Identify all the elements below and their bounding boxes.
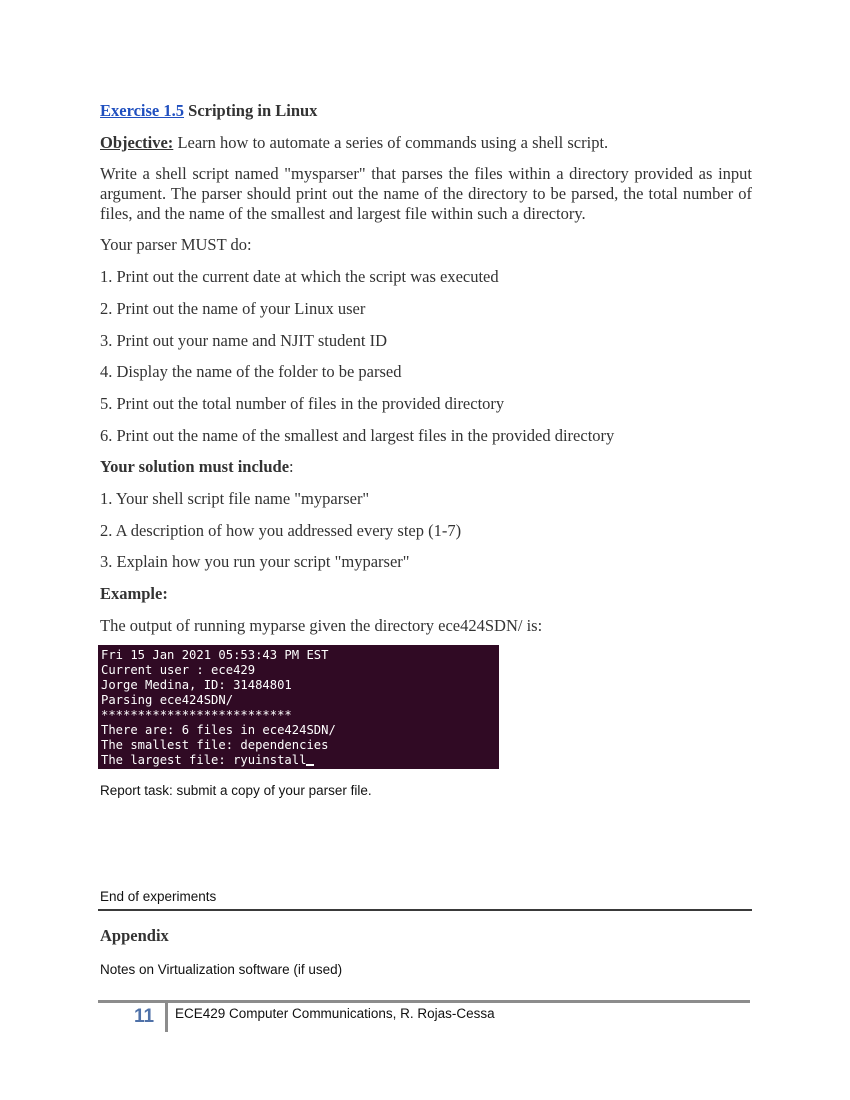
solution-heading-text: Your solution must include (100, 457, 290, 476)
terminal-line: ************************** (101, 708, 292, 722)
footer-separator (165, 1002, 168, 1032)
appendix-heading: Appendix (100, 926, 169, 945)
terminal-line: The largest file: ryuinstall (101, 753, 307, 767)
terminal-screenshot (98, 645, 499, 769)
terminal-line: Parsing ece424SDN/ (101, 693, 234, 707)
must-do-item: 2. Print out the name of your Linux user (100, 299, 366, 318)
terminal-line-last (101, 753, 314, 768)
example-intro: The output of running myparse given the directory ece424SDN/ is: (100, 616, 543, 635)
end-of-experiments: End of experiments (100, 889, 217, 904)
terminal-cursor (306, 764, 314, 766)
footer-text: ECE429 Computer Communications, R. Rojas-Cessa (175, 1006, 495, 1021)
solution-item: 1. Your shell script file name "myparser" (100, 489, 370, 508)
appendix-note: Notes on Virtualization software (if used) (100, 962, 343, 977)
example-heading: Example: (100, 584, 168, 603)
must-do-item: 3. Print out your name and NJIT student ID (100, 331, 388, 350)
footer-rule (98, 1000, 750, 1003)
must-do-item: 5. Print out the total number of files in the provided directory (100, 394, 505, 413)
objective-text: Learn how to automate a series of commands using a shell script. (177, 133, 609, 152)
page-number: 11 (134, 1006, 155, 1027)
exercise-heading (100, 101, 317, 121)
terminal-line: There are: 6 files in ece424SDN/ (101, 723, 336, 737)
exercise-title: Scripting in Linux (188, 101, 318, 120)
objective-line (100, 133, 608, 153)
section-divider (98, 909, 752, 911)
terminal-line: Fri 15 Jan 2021 05:53:43 PM EST (101, 648, 329, 662)
terminal-line: Jorge Medina, ID: 31484801 (101, 678, 292, 692)
intro-paragraph: Write a shell script named "mysparser" that parses the files within a directory provided as input argument. The parser should print out the name of the directory to be parsed, the total number of files, and the name of the smallest and largest file within such a directory. (100, 164, 752, 223)
solution-heading-colon: : (289, 457, 294, 476)
must-do-item: 6. Print out the name of the smallest and largest files in the provided directory (100, 426, 615, 445)
solution-item: 2. A description of how you addressed every step (1-7) (100, 521, 462, 540)
terminal-line: The smallest file: dependencies (101, 738, 329, 752)
must-do-heading: Your parser MUST do: (100, 235, 252, 254)
must-do-item: 1. Print out the current date at which the script was executed (100, 267, 499, 286)
solution-heading (100, 457, 294, 477)
report-task: Report task: submit a copy of your parser file. (100, 783, 372, 798)
must-do-item: 4. Display the name of the folder to be parsed (100, 362, 402, 381)
objective-label: Objective: (100, 133, 174, 152)
terminal-line: Current user : ece429 (101, 663, 256, 677)
exercise-link[interactable]: Exercise 1.5 (100, 101, 185, 120)
solution-item: 3. Explain how you run your script "myparser" (100, 552, 410, 571)
